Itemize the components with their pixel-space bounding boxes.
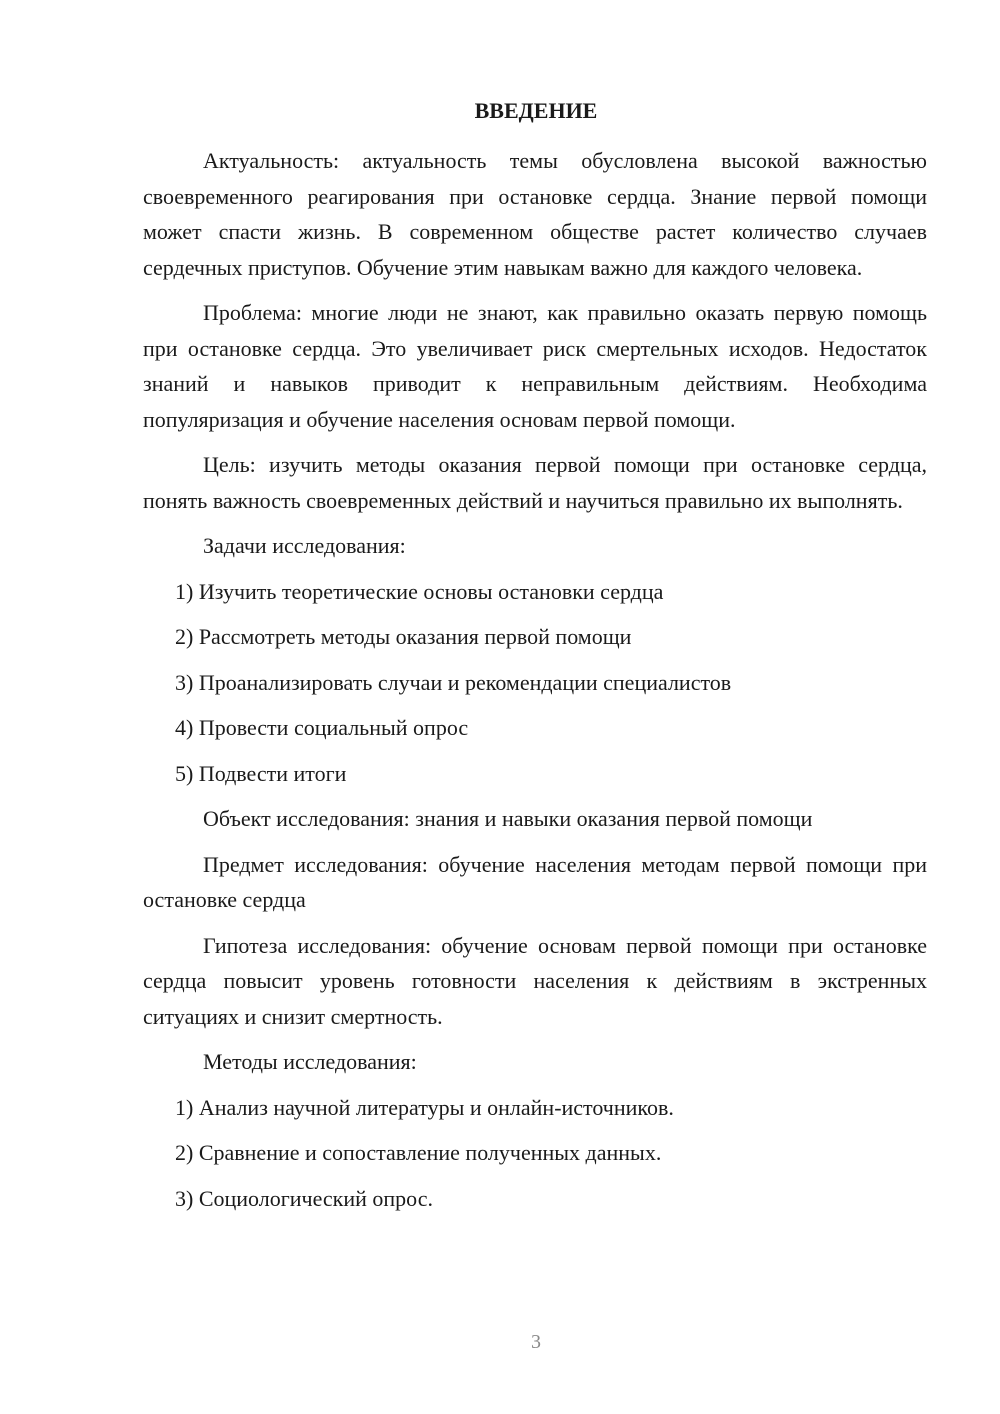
goal-paragraph: Цель: изучить методы оказания первой помощи при остановке сердца, понять важность своевременных действий и научиться правильно их выполнять. <box>143 452 927 513</box>
task-item: 3) Проанализировать случаи и рекомендации специалистов <box>175 669 732 695</box>
hypothesis-paragraph: Гипотеза исследования: обучение основам первой помощи при остановке сердца повысит уровень готовности населения к действиям в экстренных ситуациях и снизит смертность. <box>143 932 927 1029</box>
method-item: 2) Сравнение и сопоставление полученных данных. <box>175 1140 662 1165</box>
task-item: 1) Изучить теоретические основы остановки сердца <box>175 578 664 604</box>
tasks-heading: Задачи исследования: <box>203 533 406 558</box>
methods-heading: Методы исследования: <box>203 1049 417 1074</box>
page-number: 3 <box>531 1331 541 1353</box>
task-item: 4) Провести социальный опрос <box>175 715 469 740</box>
object-line: Объект исследования: знания и навыки оказания первой помощи <box>203 806 813 831</box>
subject-paragraph: Предмет исследования: обучение населения методам первой помощи при остановке сердца <box>143 851 927 912</box>
method-item: 1) Анализ научной литературы и онлайн-источников. <box>175 1094 674 1120</box>
document-body <box>143 143 927 1226</box>
task-item: 2) Рассмотреть методы оказания первой помощи <box>175 624 632 649</box>
method-item: 3) Социологический опрос. <box>175 1185 433 1211</box>
problem-paragraph: Проблема: многие люди не знают, как правильно оказать первую помощь при остановке сердца. Это увеличивает риск смертельных исходов. Недостаток знаний и навыков приводит к неправильным действиям. Необходима популяризация и обучение населения основам первой помощи. <box>143 300 927 432</box>
relevance-paragraph: Актуальность: актуальность темы обусловлена высокой важностью своевременного реагирования при остановке сердца. Знание первой помощи может спасти жизнь. В современном обществе растет количество случаев сердечных приступов. Обучение этим навыкам важно для каждого человека. <box>143 148 927 280</box>
section-title: ВВЕДЕНИЕ <box>474 98 598 123</box>
task-item: 5) Подвести итоги <box>175 760 347 786</box>
